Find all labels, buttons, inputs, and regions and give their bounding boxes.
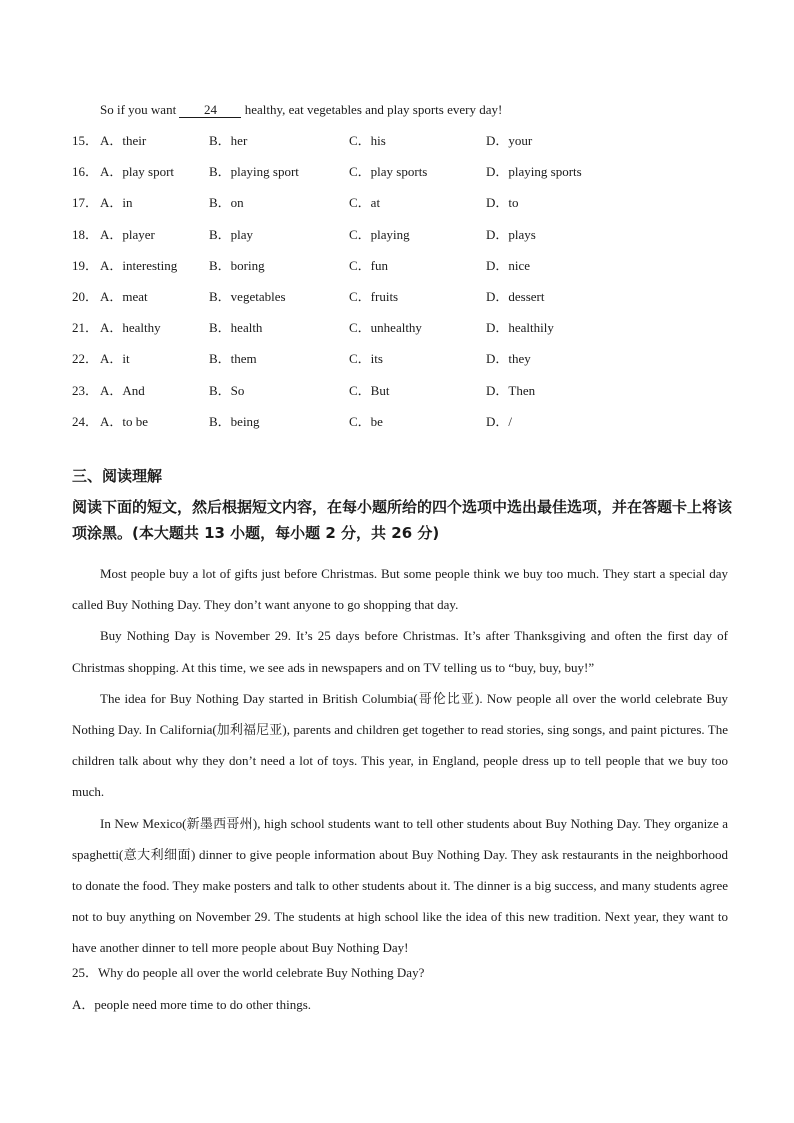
option-c: C．unhealthy <box>349 320 422 336</box>
option-a: A．in <box>100 195 133 211</box>
option-c: C．his <box>349 133 386 148</box>
reading-passage <box>72 558 728 964</box>
option-d: D．healthily <box>486 320 554 336</box>
option-d: D．Then <box>486 382 536 398</box>
option-b: B．her <box>209 133 248 148</box>
option-a: A．meat <box>100 288 148 304</box>
question-number: 19． <box>72 257 99 273</box>
option-b: B．So <box>209 382 245 398</box>
option-d: D．they <box>486 351 531 367</box>
option-c: C．its <box>349 351 383 367</box>
option-b: B．health <box>209 320 263 336</box>
blank-24: 24 <box>179 103 241 118</box>
option-a: A．play sport <box>100 164 175 180</box>
question-row-17 <box>72 194 732 225</box>
question-row-21 <box>72 319 732 350</box>
section-instruction: 阅读下面的短文，然后根据短文内容，在每小题所给的四个选项中选出最佳选项，并在答题卡上将该项涂黑。(本大题共 13 小题，每小题 2 分，共 26 分) <box>72 498 733 542</box>
question-row-23 <box>72 382 732 413</box>
question-number: 23． <box>72 382 99 398</box>
question-25-stem: 25．Why do people all over the world celebrate Buy Nothing Day? <box>72 965 425 980</box>
option-b: B．on <box>209 195 244 211</box>
section-title: 三、阅读理解 <box>72 467 163 485</box>
option-b: B．playing sport <box>209 164 299 180</box>
passage-paragraph-4: In New Mexico(新墨西哥州), high school students want to tell other students about Buy Nothing Day. They organize a spaghetti(意大利细面) dinner to give people information about Buy Nothing Day. They ask restaurants in the neighborhood to donate the food. They make posters and talk to other students about it. The dinner is a big success, and many students agree not to buy anything on November 29. The students at high school like the idea of this new tradition. Next year, they want to have another dinner to tell more people about Buy Nothing Day! <box>72 815 728 956</box>
option-d: D．dessert <box>486 288 545 304</box>
option-c: C．But <box>349 382 390 398</box>
option-a: A．their <box>100 133 147 148</box>
option-a: A．player <box>100 226 155 242</box>
option-c: C．fun <box>349 257 389 273</box>
option-b: B．boring <box>209 257 265 273</box>
option-d: D．/ <box>486 413 513 429</box>
option-d: D．to <box>486 195 519 211</box>
question-25-option-a: A．people need more time to do other things. <box>72 997 312 1012</box>
question-row-15 <box>72 132 732 163</box>
option-c: C．at <box>349 195 381 211</box>
option-d: D．nice <box>486 257 531 273</box>
intro-before: So if you want <box>100 102 180 117</box>
question-row-16 <box>72 163 732 194</box>
question-row-20 <box>72 288 732 319</box>
question-number: 15． <box>72 133 99 148</box>
option-d: D．playing sports <box>486 164 582 180</box>
intro-sentence <box>100 101 502 119</box>
passage-paragraph-3: The idea for Buy Nothing Day started in British Columbia(哥伦比亚). Now people all over the world celebrate Buy Nothing Day. In California(加利福尼亚), parents and children get together to read stories, sing songs, and paint pictures. The children talk about why they don’t need a lot of toys. This year, in England, people dress up to tell people that we buy too much. <box>72 690 728 800</box>
intro-after: healthy, eat vegetables and play sports every day! <box>241 102 503 117</box>
option-d: D．plays <box>486 226 536 242</box>
option-b: B．play <box>209 226 254 242</box>
option-a: A．it <box>100 351 130 367</box>
option-a: A．interesting <box>100 257 178 273</box>
question-row-18 <box>72 226 732 257</box>
option-c: C．fruits <box>349 288 399 304</box>
cloze-options <box>72 132 732 444</box>
option-b: B．being <box>209 413 260 429</box>
option-c: C．be <box>349 413 383 429</box>
option-c: C．play sports <box>349 164 428 180</box>
question-row-19 <box>72 257 732 288</box>
option-b: B．vegetables <box>209 288 286 304</box>
question-number: 16． <box>72 164 99 180</box>
passage-paragraph-2: Buy Nothing Day is November 29. It’s 25 days before Christmas. It’s after Thanksgiving and often the first day of Christmas shopping. At this time, we see ads in newspapers and on TV telling us to “buy, buy, buy!” <box>72 628 728 675</box>
question-number: 24． <box>72 413 99 429</box>
passage-paragraph-1: Most people buy a lot of gifts just before Christmas. But some people think we buy too much. They start a special day called Buy Nothing Day. They don’t want anyone to go shopping that day. <box>72 566 728 613</box>
question-row-22 <box>72 350 732 381</box>
question-number: 21． <box>72 320 99 336</box>
option-a: A．And <box>100 382 145 398</box>
option-a: A．to be <box>100 413 149 429</box>
question-number: 20． <box>72 288 99 304</box>
question-number: 18． <box>72 226 99 242</box>
option-a: A．healthy <box>100 320 161 336</box>
question-number: 22． <box>72 351 99 367</box>
option-d: D．your <box>486 133 533 148</box>
question-number: 17． <box>72 195 99 211</box>
option-b: B．them <box>209 351 257 367</box>
option-c: C．playing <box>349 226 410 242</box>
question-row-24 <box>72 413 732 444</box>
